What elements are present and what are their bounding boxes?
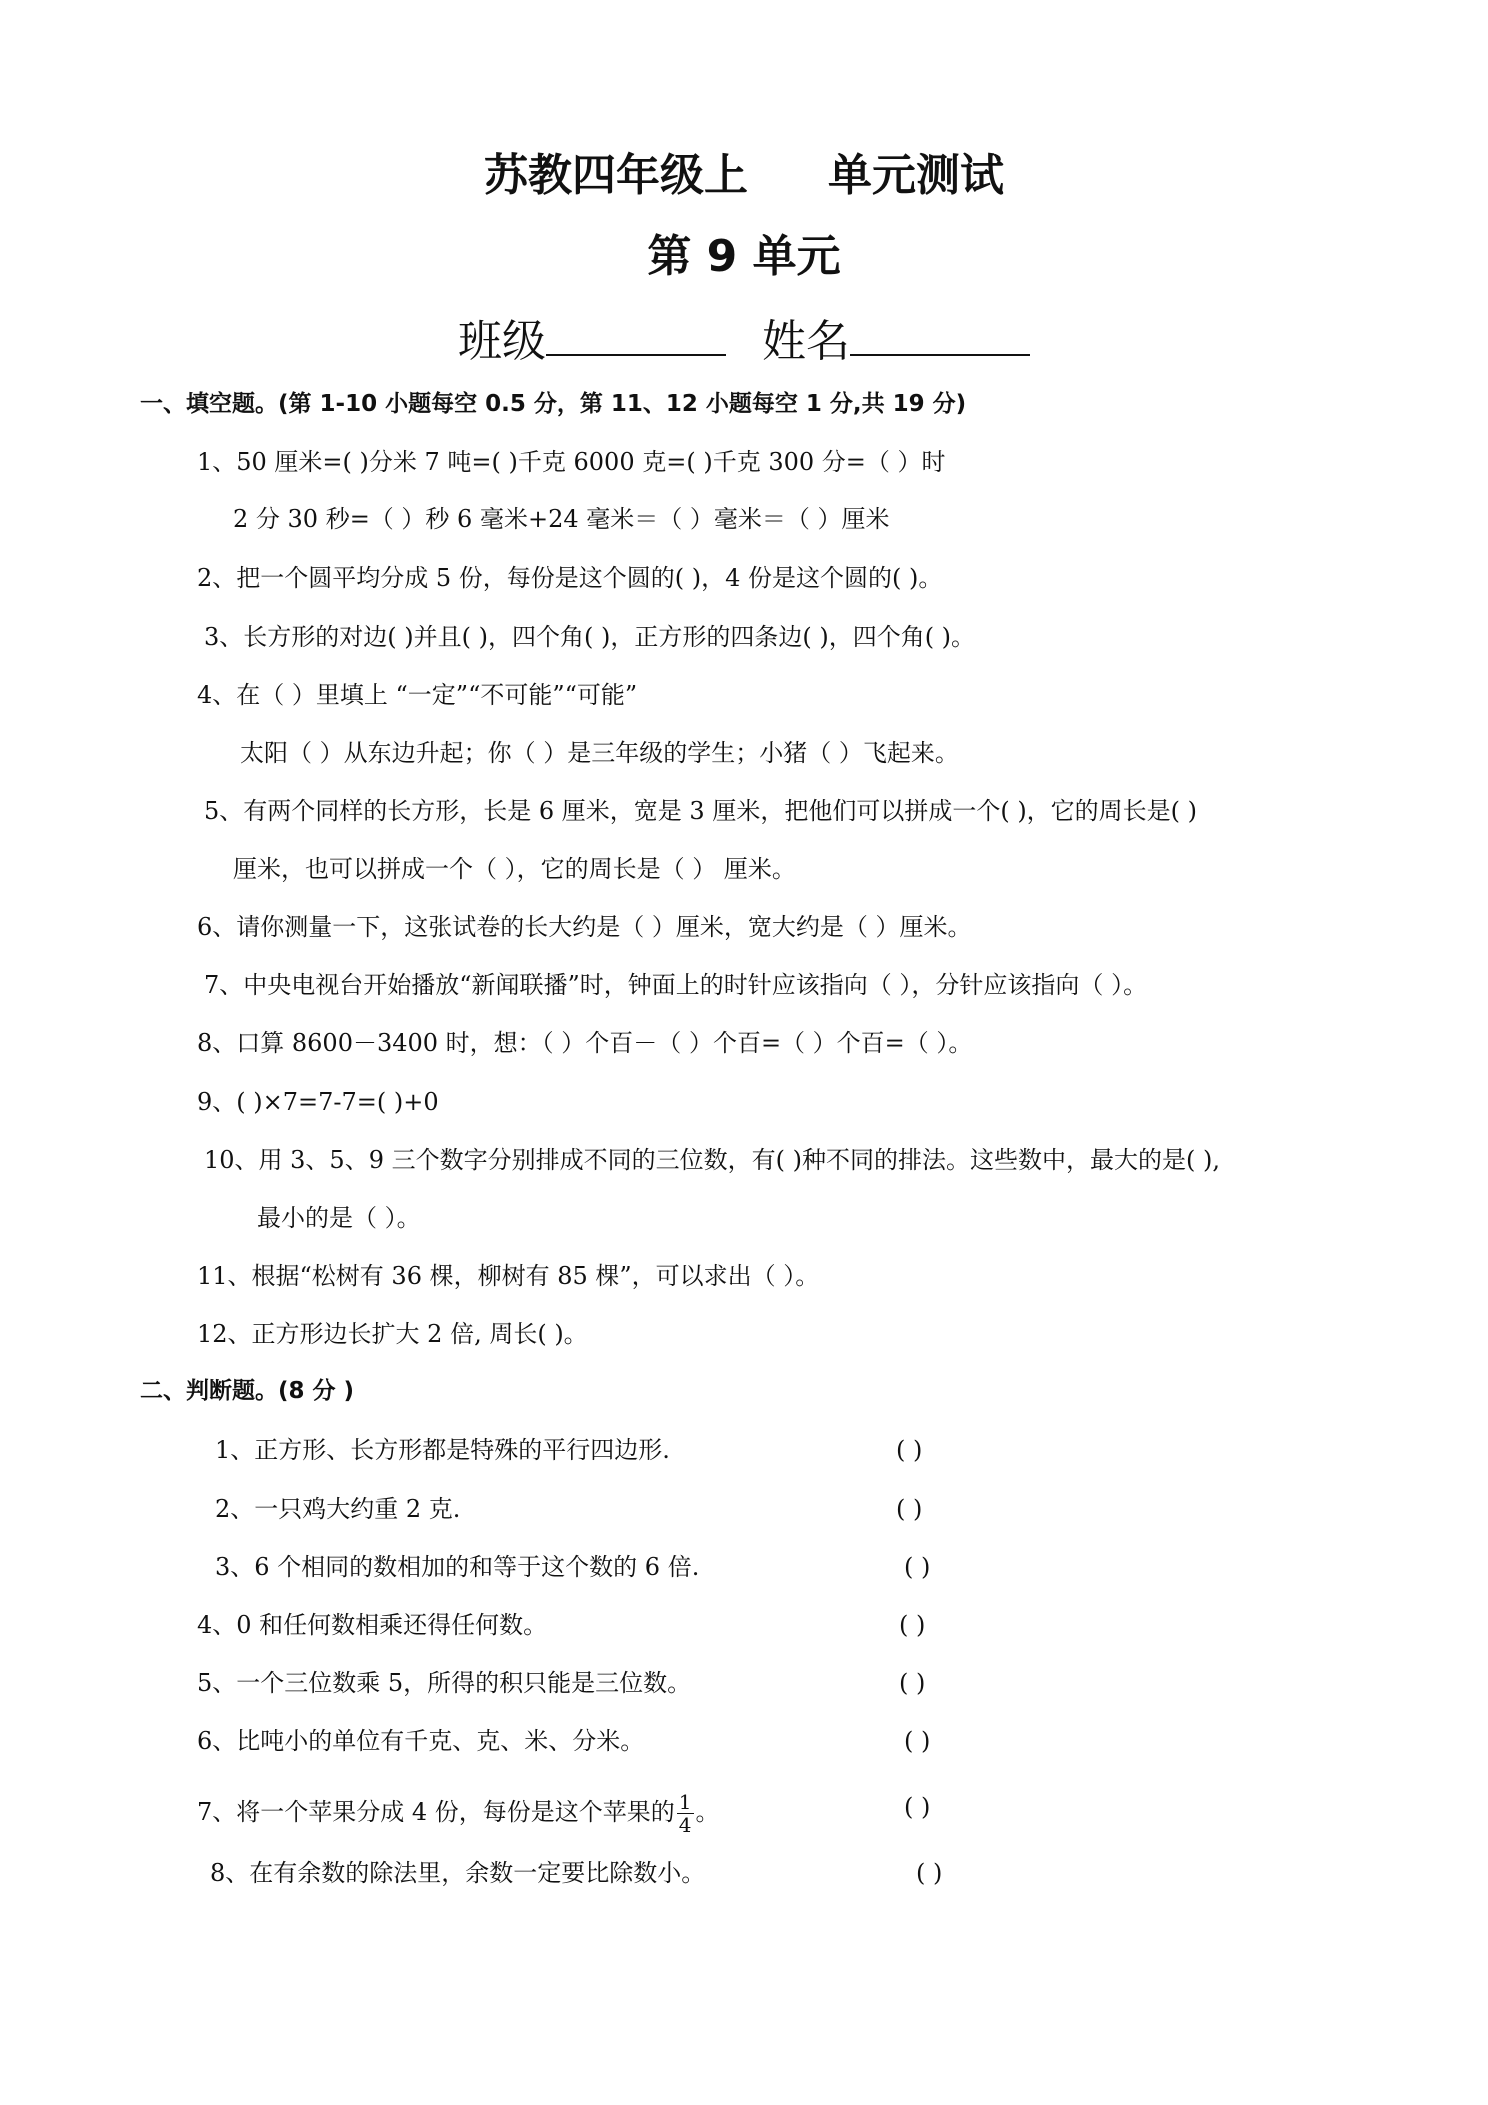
judgment-item-text: 7、将一个苹果分成 4 份，每份是这个苹果的 — [197, 1798, 675, 1826]
question-line: 11、根据“松树有 36 棵，柳树有 85 棵”，可以求出（ ）。 — [197, 1262, 820, 1290]
question-line: 3、长方形的对边( )并且( )，四个角( )，正方形的四条边( )，四个角( )。 — [204, 623, 976, 651]
student-info-row — [0, 310, 1488, 370]
question-line: 2 分 30 秒=（ ）秒 6 毫米+24 毫米＝（ ）毫米＝（ ）厘米 — [233, 505, 890, 533]
question-line: 7、中央电视台开始播放“新闻联播”时，钟面上的时针应该指向（ ），分针应该指向（ ）。 — [204, 971, 1148, 999]
class-label: 班级 — [458, 316, 546, 367]
question-line: 厘米，也可以拼成一个（ ），它的周长是（ ） 厘米。 — [233, 855, 796, 883]
name-label: 姓名 — [762, 316, 850, 367]
unit-title: 第 9 单元 — [647, 231, 841, 282]
judgment-item: 8、在有余数的除法里，余数一定要比除数小。 — [210, 1859, 706, 1887]
fraction-numerator: 1 — [678, 1790, 692, 1814]
answer-parentheses[interactable]: ( ) — [896, 1495, 923, 1523]
judgment-item: 5、一个三位数乘 5，所得的积只能是三位数。 — [197, 1669, 692, 1697]
judgment-item-suffix: 。 — [695, 1798, 720, 1826]
title-left: 苏教四年级上 — [484, 150, 748, 201]
answer-parentheses[interactable]: ( ) — [896, 1436, 923, 1464]
title-right: 单元测试 — [828, 150, 1004, 201]
section-heading-true-false: 二、判断题。(8 分 ) — [140, 1378, 355, 1404]
answer-parentheses[interactable]: ( ) — [904, 1727, 931, 1755]
question-line: 12、正方形边长扩大 2 倍, 周长( )。 — [197, 1320, 588, 1348]
answer-parentheses[interactable]: ( ) — [904, 1793, 931, 1821]
answer-parentheses[interactable]: ( ) — [899, 1611, 926, 1639]
class-blank[interactable] — [546, 310, 726, 356]
judgment-item: 3、6 个相同的数相加的和等于这个数的 6 倍. — [215, 1553, 700, 1581]
question-line: 9、( )×7=7-7=( )+0 — [197, 1088, 439, 1116]
question-line: 2、把一个圆平均分成 5 份，每份是这个圆的( )，4 份是这个圆的( )。 — [197, 564, 943, 592]
answer-parentheses[interactable]: ( ) — [916, 1859, 943, 1887]
judgment-item: 2、一只鸡大约重 2 克. — [215, 1495, 461, 1523]
judgment-item: 4、0 和任何数相乘还得任何数。 — [197, 1611, 548, 1639]
answer-parentheses[interactable]: ( ) — [904, 1553, 931, 1581]
question-line: 最小的是（ ）。 — [257, 1204, 421, 1232]
question-line: 6、请你测量一下，这张试卷的长大约是（ ）厘米，宽大约是（ ）厘米。 — [197, 913, 972, 941]
fraction-denominator: 4 — [678, 1813, 692, 1837]
question-line: 太阳（ ）从东边升起；你（ ）是三年级的学生；小猪（ ）飞起来。 — [240, 739, 959, 767]
question-line: 1、50 厘米=( )分米 7 吨=( )千克 6000 克=( )千克 300 分=（ ）时 — [197, 448, 946, 476]
name-blank[interactable] — [850, 310, 1030, 356]
judgment-item: 1、正方形、长方形都是特殊的平行四边形. — [215, 1436, 670, 1464]
question-line: 5、有两个同样的长方形，长是 6 厘米，宽是 3 厘米，把他们可以拼成一个( )，它的周长是( ) — [204, 797, 1198, 825]
question-line: 10、用 3、5、9 三个数字分别排成不同的三位数，有( )种不同的排法。这些数中，最大的是( ), — [204, 1146, 1220, 1174]
fraction-one-quarter — [677, 1791, 694, 1836]
answer-parentheses[interactable]: ( ) — [899, 1669, 926, 1697]
exam-title — [0, 150, 1488, 202]
section-heading-fill-blank: 一、填空题。(第 1-10 小题每空 0.5 分，第 11、12 小题每空 1 分,共 19 分) — [140, 391, 967, 417]
question-line: 4、在（ ）里填上 “一定”“不可能”“可能” — [197, 681, 638, 709]
judgment-item-with-fraction — [197, 1791, 720, 1836]
question-line: 8、口算 8600－3400 时，想：（ ）个百－（ ）个百=（ ）个百=（ ）。 — [197, 1029, 973, 1057]
judgment-item: 6、比吨小的单位有千克、克、米、分米。 — [197, 1727, 645, 1755]
